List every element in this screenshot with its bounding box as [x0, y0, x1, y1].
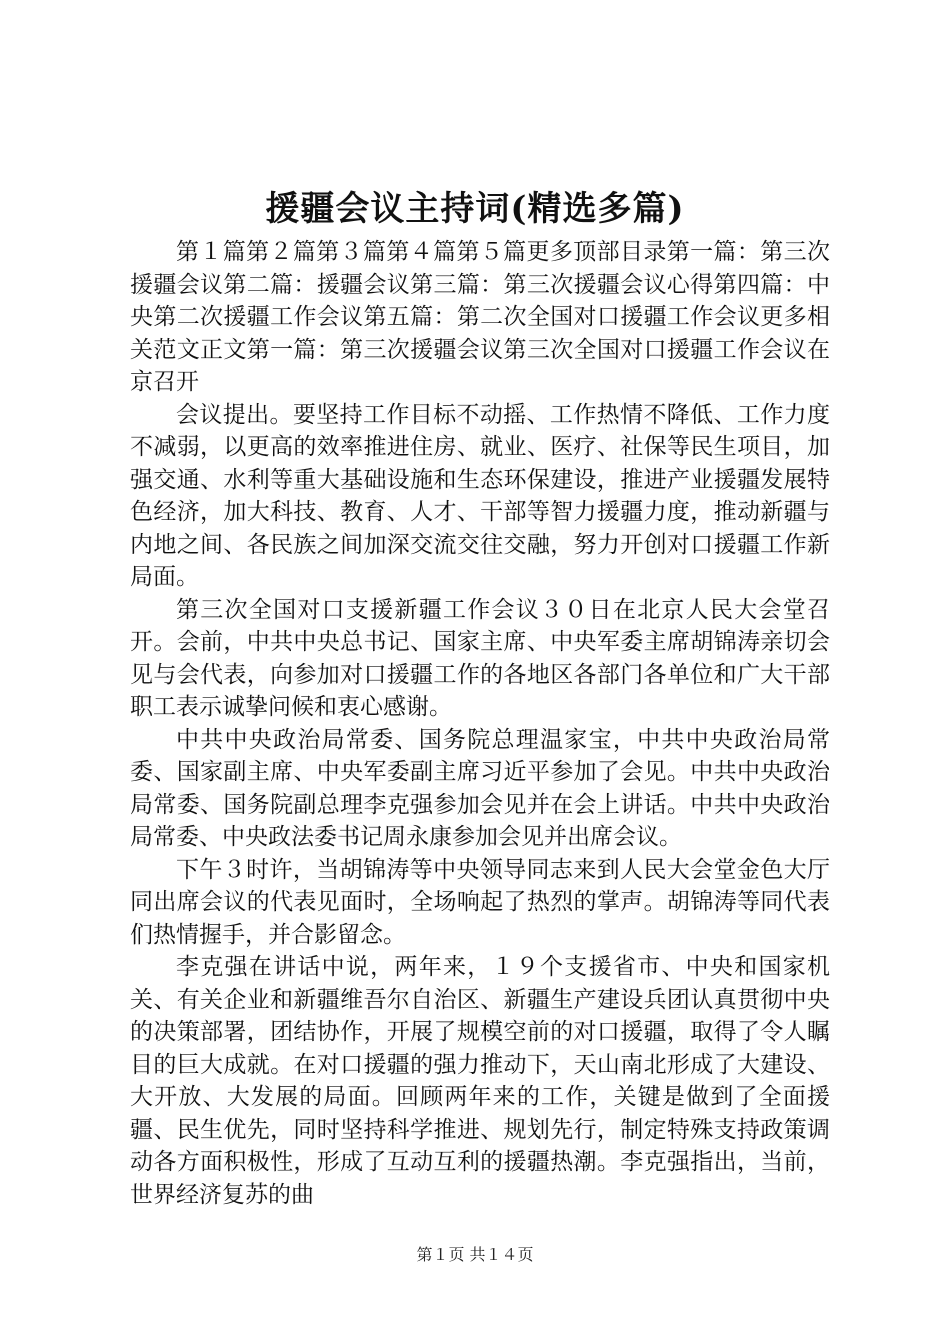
- paragraph-3: 第三次全国对口支援新疆工作会议３０日在北京人民大会堂召开。会前，中共中央总书记、国家主席、中央军委主席胡锦涛亲切会见与会代表，向参加对口援疆工作的各地区各部门各单位和广大干部职工表示诚挚问候和衷心感谢。: [130, 596, 830, 720]
- paragraph-5: 下午３时许，当胡锦涛等中央领导同志来到人民大会堂金色大厅同出席会议的代表见面时，全场响起了热烈的掌声。胡锦涛等同代表们热情握手，并合影留念。: [130, 856, 830, 948]
- paragraph-4: 中共中央政治局常委、国务院总理温家宝，中共中央政治局常委、国家副主席、中央军委副主席习近平参加了会见。中共中央政治局常委、国务院副总理李克强参加会见并在会上讲话。中共中央政治局常委、中央政法委书记周永康参加会见并出席会议。: [130, 726, 830, 850]
- page-footer: 第１页 共１４页: [416, 1245, 534, 1264]
- paragraph-6: 李克强在讲话中说，两年来，１９个支援省市、中央和国家机关、有关企业和新疆维吾尔自治区、新疆生产建设兵团认真贯彻中央的决策部署，团结协作，开展了规模空前的对口援疆，取得了令人瞩目的巨大成就。在对口援疆的强力推动下，天山南北形成了大建设、大开放、大发展的局面。回顾两年来的工作，关键是做到了全面援疆、民生优先，同时坚持科学推进、规划先行，制定特殊支持政策调动各方面积极性，形成了互动互利的援疆热潮。李克强指出，当前，世界经济复苏的曲: [130, 954, 830, 1208]
- document-body: [130, 236, 830, 1211]
- paragraph-1: 第１篇第２篇第３篇第４篇第５篇更多顶部目录第一篇：第三次援疆会议第二篇：援疆会议第三篇：第三次援疆会议心得第四篇：中央第二次援疆工作会议第五篇：第二次全国对口援疆工作会议更多相关范文正文第一篇：第三次援疆会议第三次全国对口援疆工作会议在京召开: [130, 239, 830, 395]
- paragraph-2: 会议提出。要坚持工作目标不动摇、工作热情不降低、工作力度不减弱，以更高的效率推进住房、就业、医疗、社保等民生项目，加强交通、水利等重大基础设施和生态环保建设，推进产业援疆发展特色经济，加大科技、教育、人才、干部等智力援疆力度，推动新疆与内地之间、各民族之间加深交流交往交融，努力开创对口援疆工作新局面。: [130, 401, 830, 590]
- document-title: 援疆会议主持词(精选多篇): [265, 189, 685, 229]
